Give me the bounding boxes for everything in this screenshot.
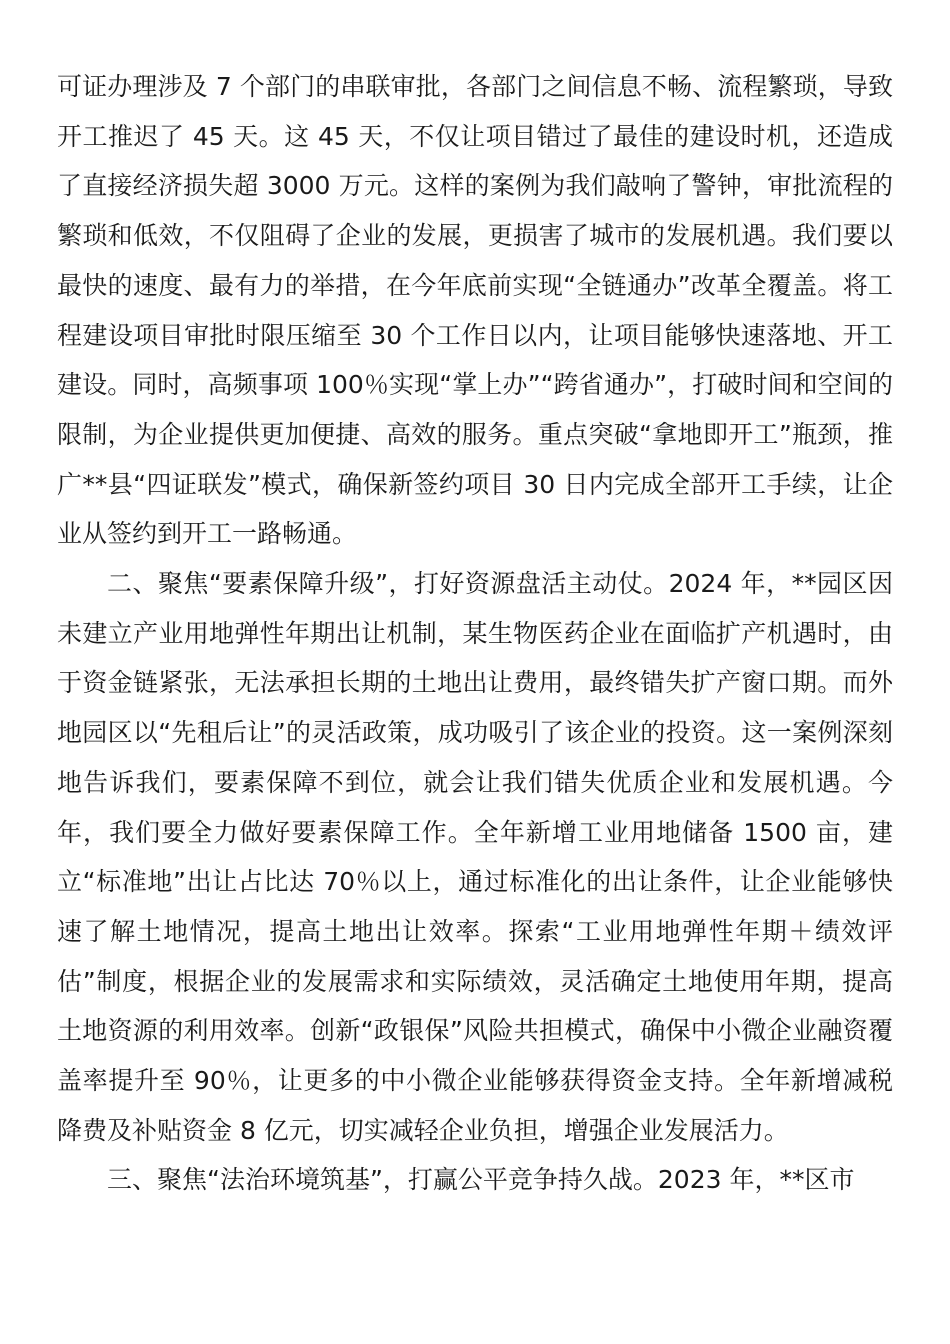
body-paragraph-1: 可证办理涉及 7 个部门的串联审批，各部门之间信息不畅、流程繁琐，导致开工推迟了 45 天。这 45 天，不仅让项目错过了最佳的建设时机，还造成了直接经济损失超 3000 万元。这样的案例为我们敲响了警钟，审批流程的繁琐和低效，不仅阻碍了企业的发展，更损害了城市的发展机遇。我们要以最快的速度、最有力的举措，在今年底前实现“全链通办”改革全覆盖。将工程建设项目审批时限压缩至 30 个工作日以内，让项目能够快速落地、开工建设。同时，高频事项 100％实现“掌上办”“跨省通办”，打破时间和空间的限制，为企业提供更加便捷、高效的服务。重点突破“拿地即开工”瓶颈，推广**县“四证联发”模式，确保新签约项目 30 日内完成全部开工手续，让企业从签约到开工一路畅通。 [57, 72, 893, 549]
body-paragraph-2: 二、聚焦“要素保障升级”，打好资源盘活主动仗。2024 年，**园区因未建立产业用地弹性年期出让机制，某生物医药企业在面临扩产机遇时，由于资金链紧张，无法承担长期的土地出让费用，最终错失扩产窗口期。而外地园区以“先租后让”的灵活政策，成功吸引了该企业的投资。这一案例深刻地告诉我们，要素保障不到位，就会让我们错失优质企业和发展机遇。今年，我们要全力做好要素保障工作。全年新增工业用地储备 1500 亩，建立“标准地”出让占比达 70％以上，通过标准化的出让条件，让企业能够快速了解土地情况，提高土地出让效率。探索“工业用地弹性年期＋绩效评估”制度，根据企业的发展需求和实际绩效，灵活确定土地使用年期，提高土地资源的利用效率。创新“政银保”风险共担模式，确保中小微企业融资覆盖率提升至 90％，让更多的中小微企业能够获得资金支持。全年新增减税降费及补贴资金 8 亿元，切实减轻企业负担，增强企业发展活力。 [57, 569, 893, 1145]
document-page [57, 62, 893, 1205]
body-paragraph-3: 三、聚焦“法治环境筑基”，打赢公平竞争持久战。2023 年，**区市 [107, 1165, 855, 1195]
